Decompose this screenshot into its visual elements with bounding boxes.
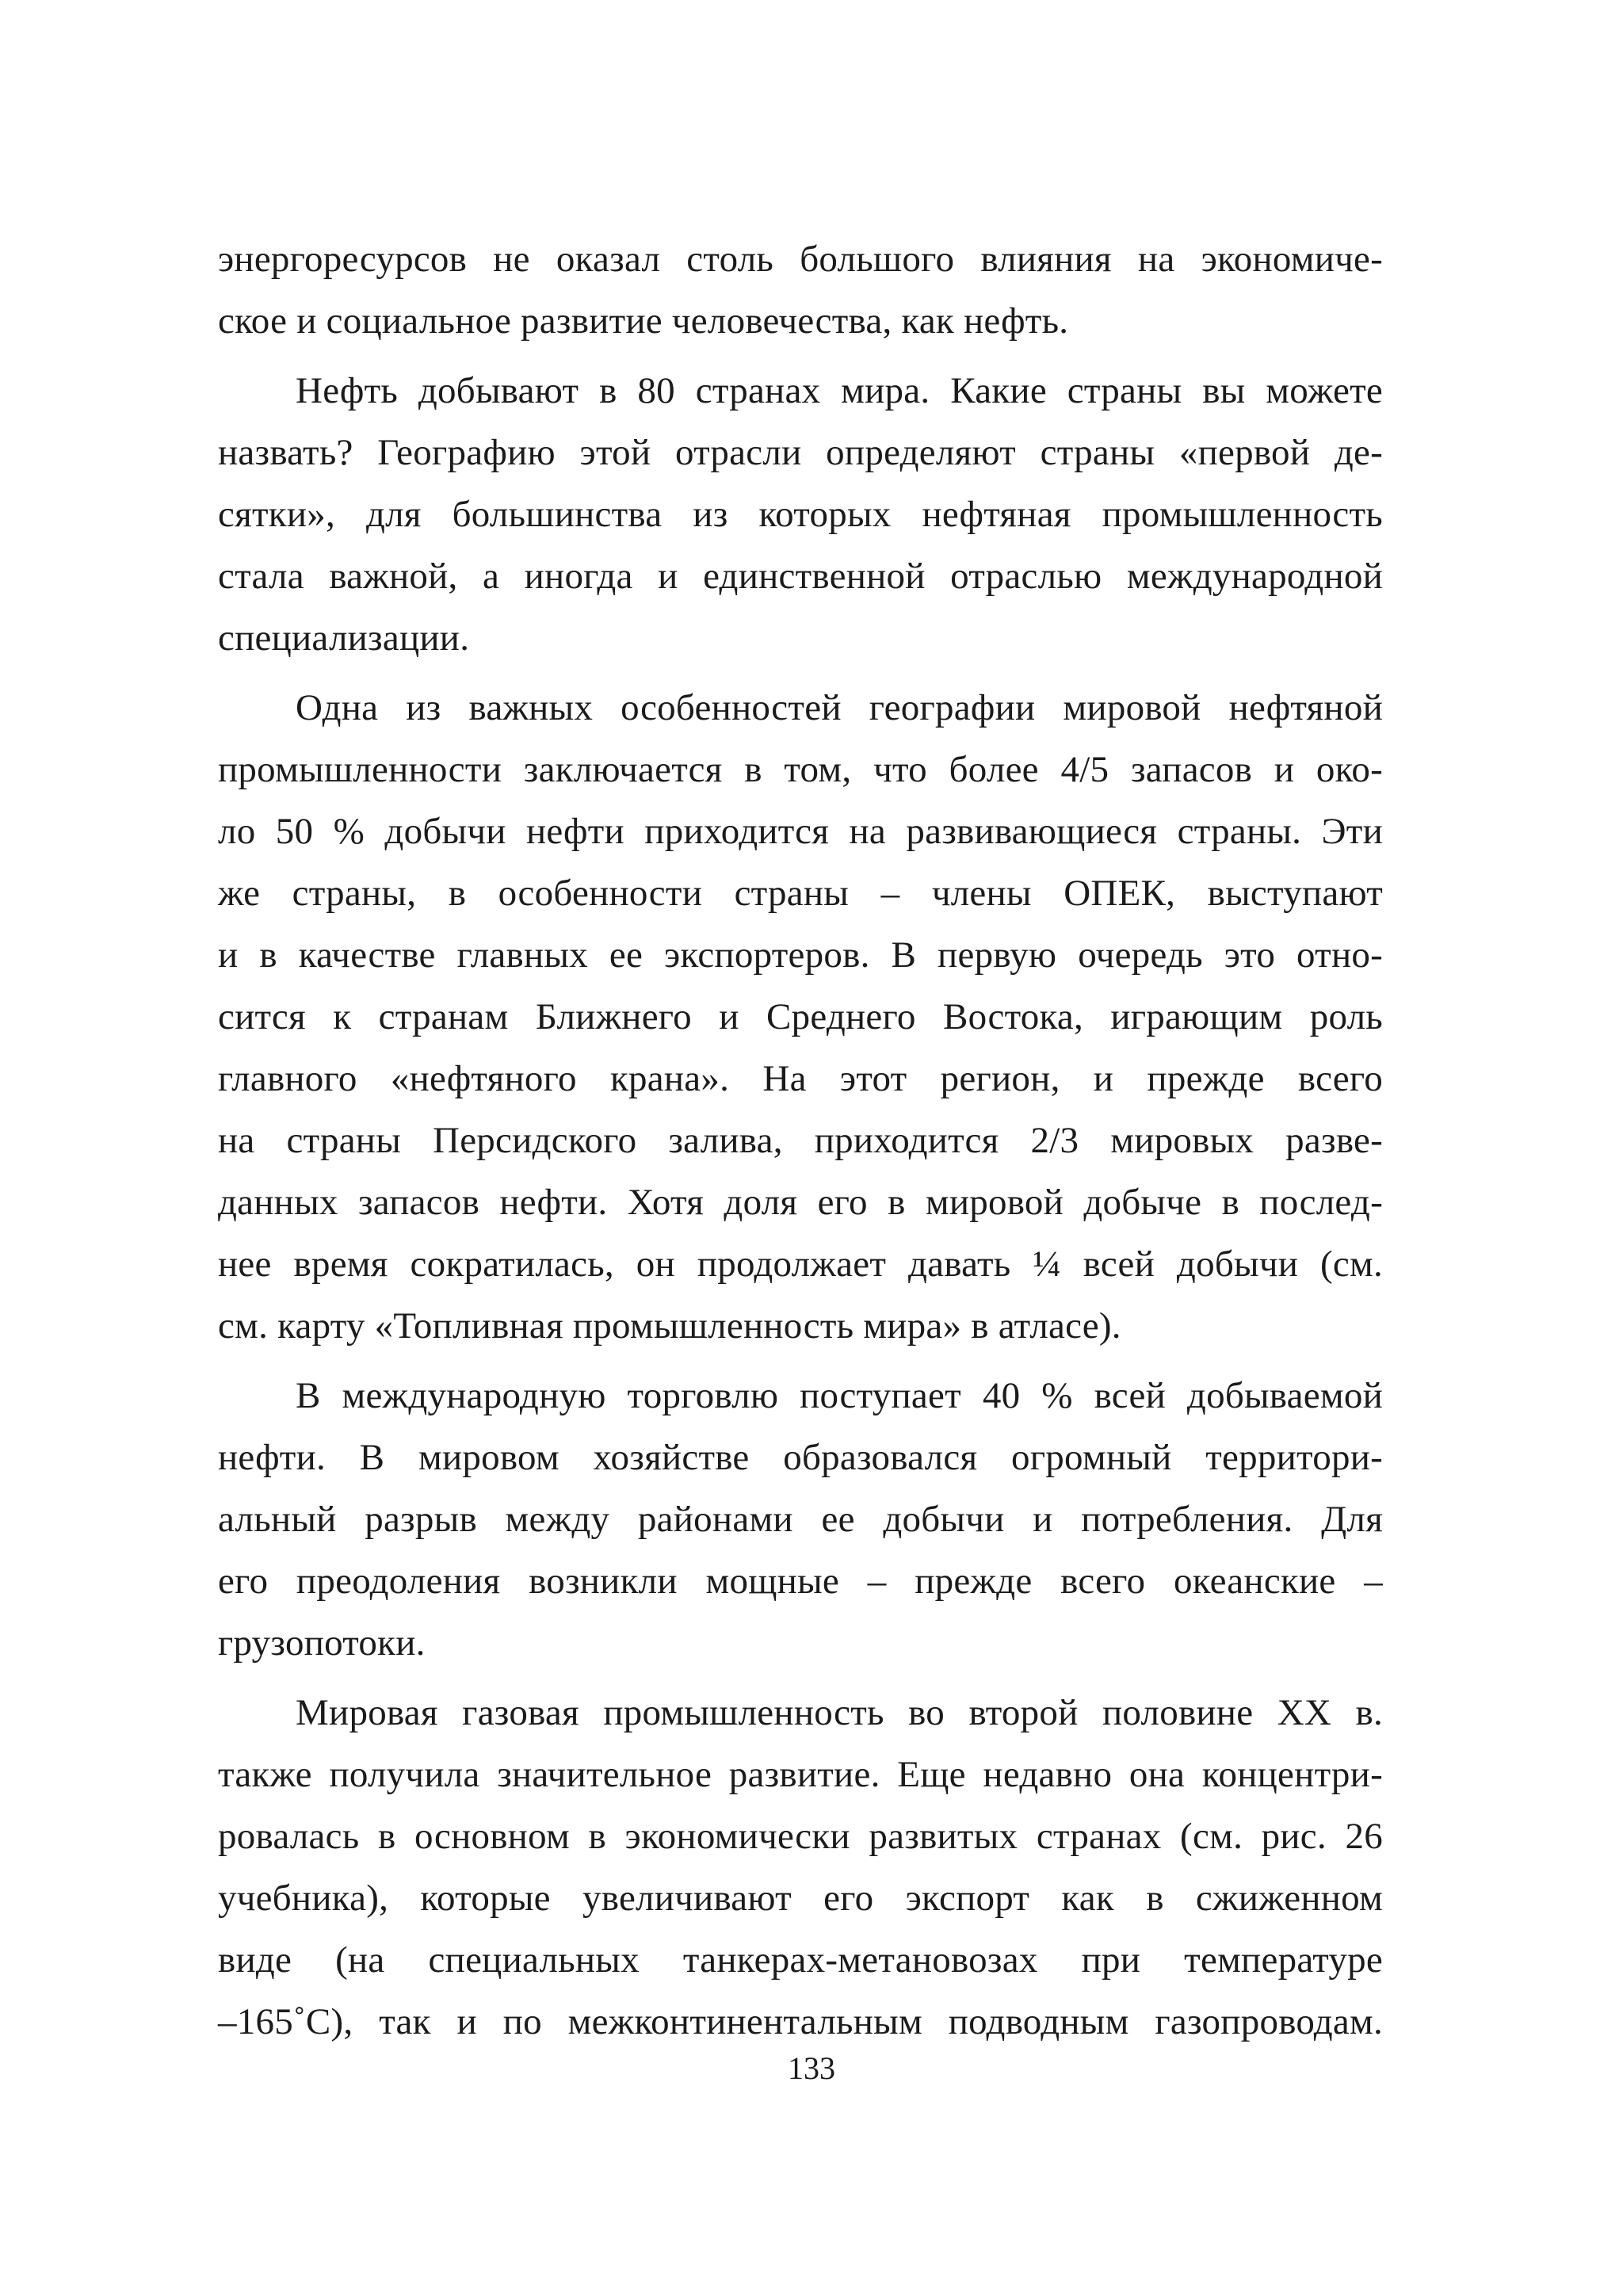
text-line: также получила значительное развитие. Еще недавно она концентри- xyxy=(218,1754,1383,1795)
text-line: учебника), которые увеличивают его экспорт как в сжиженном xyxy=(218,1878,1383,1919)
text-line: сится к странам Ближнего и Среднего Востока, играющим роль xyxy=(218,996,1383,1037)
text-line: назвать? Географию этой отрасли определяют страны «первой де- xyxy=(218,432,1383,473)
text-line: альный разрыв между районами ее добычи и потребления. Для xyxy=(218,1499,1383,1540)
page-body xyxy=(218,228,1383,2053)
text-line: Нефть добывают в 80 странах мира. Какие страны вы можете xyxy=(296,370,1383,411)
text-line: виде (на специальных танкерах-метановозах при температуре xyxy=(218,1939,1383,1981)
text-line: же страны, в особенности страны – члены ОПЕК, выступают xyxy=(218,873,1383,914)
page-number: 133 xyxy=(788,2050,835,2086)
text-line: специализации. xyxy=(218,617,470,659)
text-line: и в качестве главных ее экспортеров. В первую очередь это отно- xyxy=(218,934,1383,976)
paragraph xyxy=(218,360,1383,669)
text-line: Мировая газовая промышленность во второй половине XX в. xyxy=(296,1692,1383,1733)
text-line: ское и социальное развитие человечества, как нефть. xyxy=(218,300,1069,342)
text-line: сятки», для большинства из которых нефтяная промышленность xyxy=(218,494,1383,535)
text-line: ровалась в основном в экономически развитых странах (см. рис. 26 xyxy=(218,1816,1383,1857)
paragraph xyxy=(218,677,1383,1357)
text-line: В международную торговлю поступает 40 % всей добываемой xyxy=(296,1375,1383,1416)
text-line: промышленности заключается в том, что более 4/5 запасов и око- xyxy=(218,749,1383,790)
text-line: энергоресурсов не оказал столь большого влияния на экономиче- xyxy=(218,239,1383,280)
text-line: на страны Персидского залива, приходится 2/3 мировых разве- xyxy=(218,1120,1383,1161)
text-line: –165˚С), так и по межконтинентальным подводным газопроводам. xyxy=(218,2001,1383,2042)
paragraph xyxy=(218,1682,1383,2053)
text-line: стала важной, а иногда и единственной отраслью международной xyxy=(218,556,1383,597)
text-line: см. карту «Топливная промышленность мира» в атласе). xyxy=(218,1305,1121,1347)
text-line: ло 50 % добычи нефти приходится на развивающиеся страны. Эти xyxy=(218,811,1383,852)
text-line: главного «нефтяного крана». На этот регион, и прежде всего xyxy=(218,1058,1383,1099)
text-line: данных запасов нефти. Хотя доля его в мировой добыче в послед- xyxy=(218,1182,1383,1223)
text-line: Одна из важных особенностей географии мировой нефтяной xyxy=(296,687,1383,728)
paragraph xyxy=(218,1365,1383,1674)
paragraph xyxy=(218,228,1383,352)
text-line: грузопотоки. xyxy=(218,1622,426,1664)
text-line: его преодоления возникли мощные – прежде всего океанские – xyxy=(218,1561,1383,1602)
text-line: нефти. В мировом хозяйстве образовался огромный территори- xyxy=(218,1437,1383,1478)
text-line: нее время сократилась, он продолжает давать ¼ всей добычи (см. xyxy=(218,1244,1383,1285)
